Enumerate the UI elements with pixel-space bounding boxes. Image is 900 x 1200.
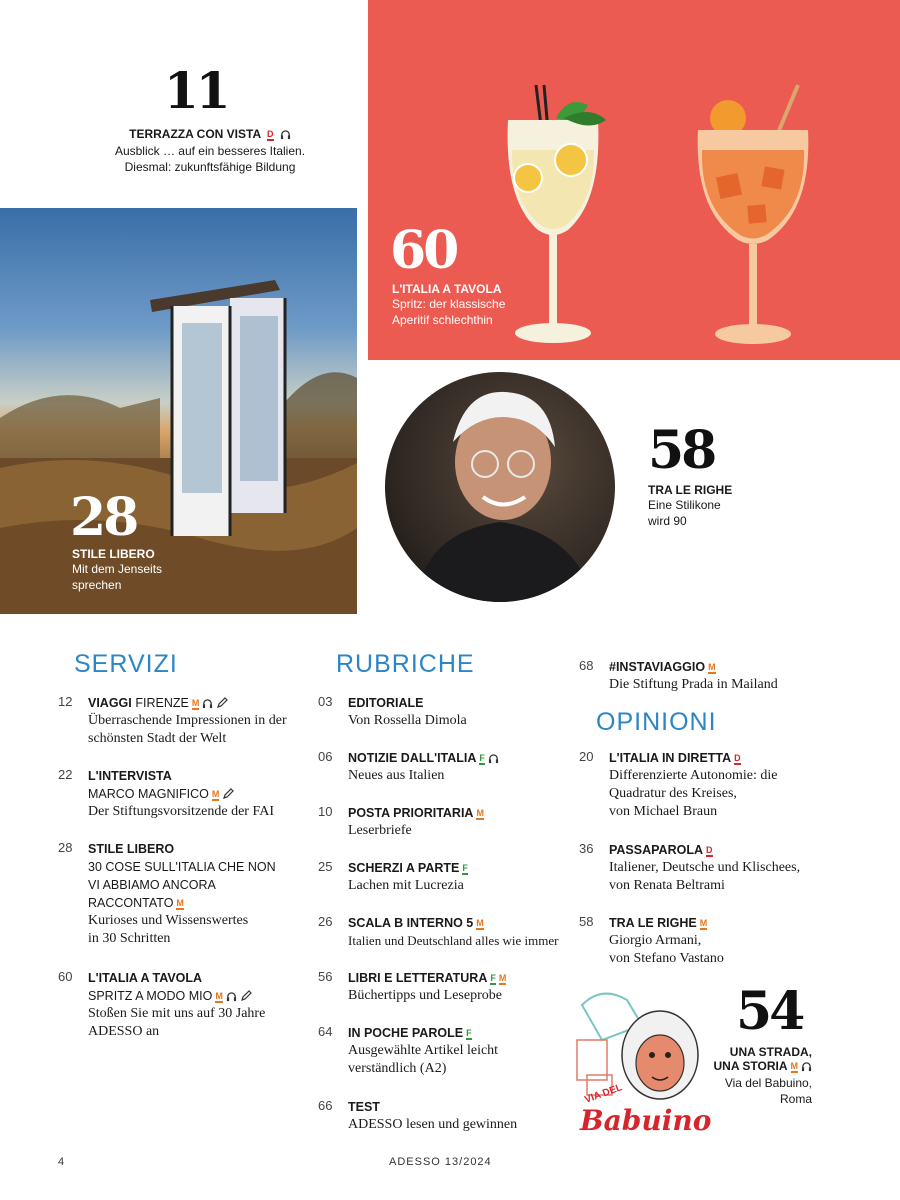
feature-28-line2: sprechen <box>72 578 122 592</box>
headphones-icon <box>202 697 213 712</box>
feature-number-58: 58 <box>648 420 715 481</box>
feature-11-line2: Diesmal: zukunftsfähige Bildung <box>124 160 296 174</box>
sign-babuino: Babuino <box>580 1104 712 1137</box>
feature-60-title: L'ITALIA A TAVOLA <box>392 282 502 296</box>
section-servizi: SERVIZI <box>74 650 178 678</box>
feature-number-11: 11 <box>164 61 228 120</box>
feature-54-line2: Roma <box>779 1092 812 1106</box>
feature-60-line2: Aperitif schlechthin <box>392 313 493 327</box>
feature-number-60: 60 <box>390 220 457 281</box>
page-number: 4 <box>58 1156 66 1168</box>
feature-number-54: 54 <box>736 981 803 1042</box>
feature-number-28: 28 <box>70 487 137 548</box>
pencil-icon <box>240 990 252 1005</box>
issue-label: ADESSO 13/2024 <box>389 1156 492 1168</box>
feature-54-text: UNA STRADA, UNA STORIA M Via del Babuino, Roma <box>686 1045 812 1107</box>
feature-28-line1: Mit dem Jenseits <box>72 562 163 576</box>
feature-58-line2: wird 90 <box>648 514 687 528</box>
feature-54-line1: Via del Babuino, <box>724 1076 812 1090</box>
pencil-icon <box>222 788 234 803</box>
section-rubriche: RUBRICHE <box>336 650 475 678</box>
feature-54-title2: UNA STORIA <box>713 1059 788 1073</box>
section-opinioni: OPINIONI <box>596 708 717 736</box>
feature-58-line1: Eine Stilikone <box>648 498 721 512</box>
pencil-icon <box>216 697 228 712</box>
badge-d: D <box>267 129 274 139</box>
feature-11-title: TERRAZZA CON VISTA <box>129 127 261 141</box>
sign-via-del: VIA DEL <box>583 1082 624 1106</box>
headphones-icon <box>226 990 237 1005</box>
feature-58-title: TRA LE RIGHE <box>648 483 733 497</box>
headphones-icon <box>488 752 499 767</box>
portrait-photo <box>385 372 615 602</box>
feature-11-line1: Ausblick … auf ein besseres Italien. <box>114 144 306 158</box>
feature-28-title: STILE LIBERO <box>72 547 155 561</box>
headphones-icon <box>801 1061 812 1075</box>
feature-54-title1: UNA STRADA, <box>729 1045 812 1059</box>
feature-28-text <box>72 547 272 593</box>
feature-60-line1: Spritz: der klassische <box>392 297 506 311</box>
feature-60-text <box>392 282 592 328</box>
feature-58-text <box>648 483 848 529</box>
feature-11-text <box>60 127 360 175</box>
headphones-icon <box>280 129 291 143</box>
